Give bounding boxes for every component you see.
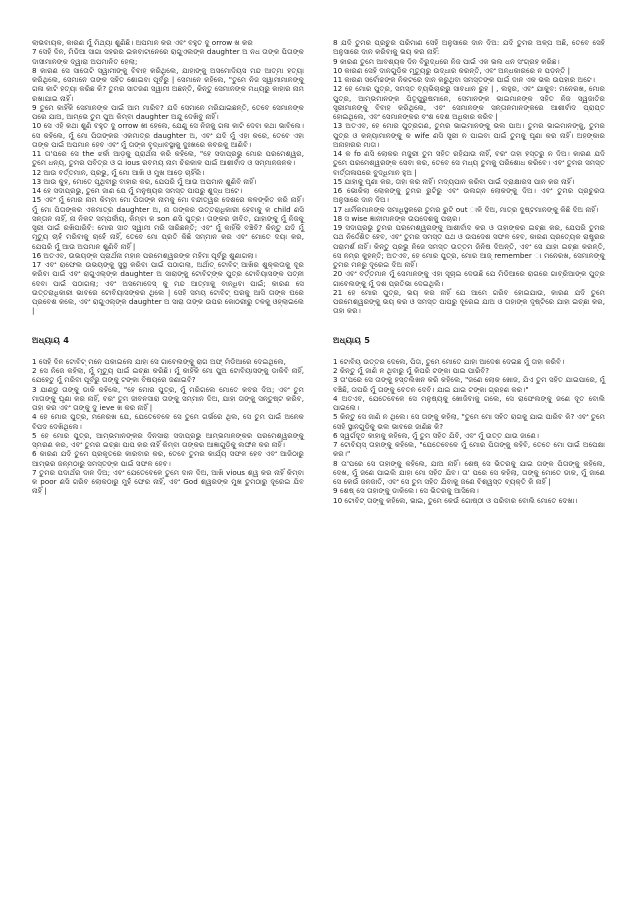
verse-paragraph: 7 ତୁମର ପଦାର୍ଥର ଦାନ ଦିଅ; ଏବଂ ଯେତେବେଳେ ତୁମେ ଦାନ ଦିଅ, ଆଖି vious ଶ୍ୱ କର ନାହିଁ କିମ୍ବା କ poor ଣସି ଗରିବ ଲୋକଠାରୁ ମୁହଁ ଫେର ନାହିଁ, ଏବଂ God ଶ୍ୱରଙ୍କ ମୁଖ ତୁମଠାରୁ ଦୂରେଇ ଯିବ ନାହିଁ | <box>32 467 304 496</box>
verse-paragraph: 9 ତୁମେ କାହିଁକି ସେମାନଙ୍କ ପାଇଁ ଆମ ମାରିବ? ଯଦି ସେମାନେ ମରିଯାଇଛନ୍ତି, ତେବେ ସେମାନଙ୍କ ପରେ ଯାଅ, ଆମ୍ଭେ ତୁମ ପୁଅ କିମ୍ବା daughter ଅନ୍ଦୁ ଦେଖିବୁ ନାହିଁ। <box>32 102 304 121</box>
verse-paragraph: 11 ତା'ପରେ ସେ the ଝର୍କା ଆଡ଼କୁ ପ୍ରାର୍ଥନା କରି କହିଲେ, "ହେ ସଦାପ୍ରଭୁ ମୋର ପରମେଶ୍ୱର, ତୁମେ ଧନ୍ୟ, ତୁମର ପବିତ୍ର ଓ ଗ ious ରବମୟ ନାମ ଚିରକାଳ ପାଇଁ ଆଶୀର୍ବାଦ ଓ ସମ୍ମାନଜନକ। <box>32 149 304 168</box>
verse-paragraph: 4 ହେ ମୋର ପୁତ୍ର, ମନେରଖ ଯେ, ଯେତେବେଳେ ସେ ତୁମେ ଗର୍ଭରେ ଥିଲ, ସେ ତୁମ ପାଇଁ ଅନେକ ବିପଦ ଦେଖିଥିଲେ। <box>32 412 304 431</box>
chapter-heading: ଅଧ୍ୟାୟ 4 <box>32 334 70 345</box>
verse-paragraph: 9 ଶେଷ୍ ସେ ତାହାଙ୍କୁ ଡାକିଲେ। ସେ ଭିତରକୁ ଆସିଲେ। <box>333 486 479 496</box>
verse-paragraph: 6 ସ୍ୱର୍ଗଦୂତ କାହାକୁ କହିଲେ, ମୁଁ ତୁମ ସହିତ ଯିବି, ଏବଂ ମୁଁ ଉତ୍ତ ଯାଉ ଜାଣେ। <box>333 430 540 440</box>
verse-paragraph: 10 ସେ ଏହି କଥା ଶୁଣି ବହୁତ ଦୁ orrow ଖୀ ହେଲେ, ଯେଣୁ ସେ ନିଜକୁ ଗଳା କାଟି ଦେବା କଥା ଭାବିଲେ। ସେ କହିଲେ, ମୁଁ ମୋ ପିତାଙ୍କର ଏକମାତ୍ର daughter ଅ, ଏବଂ ଯଦି ମୁଁ ଏହା କରେ, ତେବେ ଏହା ତାଙ୍କ ପାଇଁ ଅପମାନ ହେବ ଏବଂ ମୁଁ ତାଙ୍କ ବୃଦ୍ଧାବସ୍ଥାକୁ ଦୁଃଖରେ କବରକୁ ଆଣିବି। <box>32 121 304 149</box>
verse-paragraph: 8 ଯଦି ତୁମର ପ୍ରଚୁର ପରିମାଣ ସେହି ଅନୁସାରେ ଦାନ ଦିଅ: ଯଦି ତୁମର ଅଳ୍ପ ଅଛି, ତେବେ ସେହି ଅନୁସାରେ ଦାନ କରିବାକୁ ଭୟ କର ନାହିଁ: <box>333 38 605 57</box>
verse-paragraph: 15 ଏବଂ ମୁଁ ମୋର ନାମ କିମ୍ବା ମୋ ପିତାଙ୍କ ନାମକୁ ମୋ ବନ୍ଦୀତ୍ୱର ଦେଶରେ କଳଙ୍କିତ କରି ନାହିଁ। ମୁଁ ମୋ ପିତାଙ୍କର ଏକମାତ୍ର daughter ଅ, ନା ତାଙ୍କର ଉତ୍ତରାଧିକାରୀ ହେବାକୁ କ child ଣସି ସନ୍ତାନ ନାହିଁ, ନା ନିକଟ ସମ୍ପର୍କୀୟ, କିମ୍ବା କ son ଣସି ପୁତ୍ର। ତାଙ୍କର ଜୀବିତ, ଯାହାଙ୍କୁ ମୁଁ ନିଜକୁ ସ୍ତ୍ରୀ ପାଇଁ ରଖିପାରିବି: ମୋର ସାତ ସ୍ୱାମୀ ମରି ସାରିଛନ୍ତି; ଏବଂ ମୁଁ କାହିଁକି ବଞ୍ଚିବି? କିନ୍ତୁ ଯଦି ମୁଁ ମୃତ୍ୟୁ ଚାହଁ ମରିବାକୁ ଚାହେଁ ନାହିଁ, ତେବେ ମୋ ପ୍ରତି କିଛି ସମ୍ମାନ କର ଏବଂ ମୋତେ ଦୟା କର, ଯେପରି ମୁଁ ଆଉ ଅପମାନ ଶୁଣିବି ନାହିଁ | <box>32 195 304 251</box>
verse-paragraph: 3 ତା'ପରେ ସେ ତାଙ୍କୁ ହସ୍ତଲିଖନ କରି କହିଲେ, "ଜଣେ ଲୋକ ଖୋଜ, ଯିଏ ତୁମ ସହିତ ଯାଇପାରେ, ମୁଁ ବଞ୍ଚିଛି, ତାପରି ମୁଁ ତାଙ୍କୁ ବେତନ ଦେବି। ଯାଇ ଯାଇ ଟଙ୍କା ଗ୍ରହଣ କର।" <box>333 375 605 394</box>
verse-paragraph: 4 ଅତଏବ, ଯେତେବେଳେ ସେ ମନୁଷ୍ୟକୁ ଖୋଜିବାକୁ ଗଲେ, ସେ ରାଫେଲଙ୍କୁ ଜଣେ ଦୂତ ବୋଲି ପାଇଲେ। <box>333 393 605 412</box>
verse-paragraph: 7 ସେହି ଦିନ, ମିଡିଆ ସାଗା ସହରର ଇକବାଟାନେରେ ରାଗୁଏଲଙ୍କ daughter ଅ ନଧ ତାଙ୍କ ପିତାଙ୍କ ଦାସୀମାନଙ୍କ ଦ୍ୱାରା ଅପମାନିତ ହେଲା; <box>32 47 304 66</box>
chapter-heading: ଅଧ୍ୟାୟ 5 <box>333 334 371 345</box>
verse-paragraph: 8 କାରଣ ସେ ସାତୋଟି ସ୍ୱାମୀଙ୍କୁ ବିବାହ କରିଥିଲେ, ଯାହାଙ୍କୁ ଅସମୋଦିୟସ ମନ୍ଦ ଆତ୍ମା ହତ୍ୟା କରିଥିଲେ, ସେମାନେ ତାଙ୍କ ସହିତ ଶୋଇବା ପୂର୍ବରୁ | ସେମାନେ କହିଲେ, "ତୁମେ ନିଜ ସ୍ୱାମୀମାନଙ୍କୁ ଗଳା କାଟି ହତ୍ୟା କରିଛ କି? ତୁମର ସାତଜଣ ସ୍ୱାମୀ ଅଛନ୍ତି, କିନ୍ତୁ ସେମାନଙ୍କ ମଧ୍ୟରୁ କାହାର ନାମ ରଖାଯାଇ ନାହିଁ। <box>32 65 304 103</box>
verse-paragraph: 16 ଅତଏବ, ଉଭୟଙ୍କ ପ୍ରାର୍ଥନା ମହାନ ପରମେଶ୍ୱରଙ୍କ ମହିମା ପୂର୍ବରୁ ଶୁଣାଗଲା। <box>32 250 257 260</box>
verse-paragraph: 17 ଧାର୍ମିକମାନଙ୍କ ସମାଧିସ୍ଥଳରେ ତୁମର ରୁଟି out ାଳି ଦିଅ, ମାତ୍ର ଦୁଷ୍ଟମାନଙ୍କୁ କିଛି ଦିଅ ନାହିଁ। <box>333 204 599 214</box>
verse-paragraph: 10 କାରଣ ସେହି ଦାନଗୁଡ଼ିକ ମୃତ୍ୟୁରୁ ଉଦ୍ଧାର କରନ୍ତି, ଏବଂ ଅନ୍ଧକାରରେ ନ ପଡ଼ନ୍ତି | <box>333 65 571 75</box>
verse-paragraph: 14 କ fo ଣସି ଲୋକର ମଜୁରୀ ତୁମ ସହିତ ରହିଯାଉ ନାହିଁ, ବରଂ ତାହା ହସ୍ତରୁ ନ ଦିଅ। କାରଣ ଯଦି ତୁମେ ପରମେଶ୍ୱରଙ୍କ ସେବା କର, ତେବେ ସେ ମଧ୍ୟ ତୁମକୁ ପରିଶୋଧ କରିବେ। ଏବଂ ତୁମର ସମସ୍ତ ବାର୍ତ୍ତାଳାପରେ ବୁଦ୍ଧିମାନ ହୁଅ | <box>333 149 605 177</box>
verse-paragraph: 17 ଏବଂ ରାଫେଲ ଉଭୟଙ୍କୁ ସୁସ୍ଥ କରିବା ପାଇଁ ପଠାଗଲା, ଅର୍ଥାତ୍ ଟୋବିଟ୍ ଆଖିର ଶୁକ୍ଲତାକୁ ଦୂର କରିବା ପାଇଁ ଏବଂ ରାଗୁଏଲ୍ଙ୍କ daughter ଅ ସାରାଙ୍କୁ ଟୋବିଟ୍ଙ୍କ ପୁତ୍ର ଟୋବିୟାସଙ୍କ ପତ୍ନୀ ଦେବା ପାଇଁ ପଠାଗଲା; ଏବଂ ଅସମୋଦେସ୍ କୁ ମନ୍ଦ ଆତ୍ମାକୁ ବାନ୍ଧିବା ପାଇଁ; କାରଣ ସେ ଉତ୍ତରାଧିକାରୀ ଭାବରେ ଟୋବିୟାସଙ୍କର ଥିଲେ | ସେହି ସମୟ ଟୋବିଟ୍ ଘରକୁ ଆସି ତାଙ୍କ ଘରେ ପ୍ରବେଶ କଲେ, ଏବଂ ରାଗୁଏଲ୍ଙ୍କ daughter ଅ ସାରା ତାଙ୍କ ଉପର କୋଠରୀରୁ ତଳକୁ ଓହ୍ଲାଇଲେ | <box>32 260 304 316</box>
left-column <box>32 38 304 496</box>
verse-paragraph: 12 ହେ ମୋର ପୁତ୍ର, ସମସ୍ତ ବ୍ୟଭିଚାରରୁ ସାବଧାନ ରୁହ | , ଲହୁର, ଏବଂ ଯାକୁବ: ମନେରଖ, ମୋର ପୁତ୍ର, ଆମ୍ଭମାନଙ୍କ ପିତୃପୁରୁଷମାନେ, ସେମାନଙ୍କ ଭାଇମାନଙ୍କ ସହିତ ନିଜ ସ୍ୱଜାତିର ସ୍ତ୍ରୀମାନଙ୍କୁ ବିବାହ କରିଥିଲେ, ଏବଂ ସେମାନଙ୍କ ସନ୍ତାନମାନଙ୍କରେ ଆଶୀର୍ବାଦ ପ୍ରାପ୍ତ ହୋଇଥିଲେ, ଏବଂ ସେମାନଙ୍କର ବଂଶ ଦେଶ ଅଧିକାର କରିବ | <box>333 84 605 121</box>
verse-paragraph: 18 ସ wise ଜ୍ଞାନୀମାନଙ୍କ ଉପଦେଶକୁ ପଚାର। <box>333 213 461 223</box>
verse-paragraph: 14 ହେ ସଦାପ୍ରଭୁ, ତୁମେ ଜାଣ ଯେ ମୁଁ ମନୁଷ୍ୟର ସମସ୍ତ ପାପରୁ ଶୁଦ୍ଧ ଅଟେ। <box>32 186 243 195</box>
verse-paragraph: 7 ଟୋବିୟସ୍ ତାହାଙ୍କୁ କହିଲେ, "ଯେତେବେଳେ ମୁଁ ମୋର ପିତାଙ୍କୁ କହିବି, ତେତେ ମୋ ପାଇଁ ଅପେକ୍ଷା କର।" <box>333 440 605 459</box>
verse-paragraph: 12 ଆଉ ବର୍ତ୍ତମାନ, ପ୍ରଭୁ, ମୁଁ ମୋ ଆଖି ଓ ମୁଖ ଆଡ଼େ ଚାହିଁଲି। <box>32 167 205 177</box>
verse-paragraph: 8 ତା'ପରେ ସେ ତାହାଙ୍କୁ କହିଲେ, ଯାଅ ନାହିଁ। ଶେଷ୍ ସେ ଭିତରକୁ ଯାଇ ତାଙ୍କ ପିତାଙ୍କୁ କହିଲେ, ଦେଖ, ମୁଁ ଜଣେ ପାଇଲି ଯାହା ମୋ ସହିତ ଯିବ। ତା' ପରେ ସେ କହିଲା, ତାଙ୍କୁ ମୋତେ ଡାକ, ମୁଁ ଜାଣେ ସେ କେଉଁ ଜନଜାତି, ଏବଂ ସେ ତୁମ ସହିତ ଯିବାକୁ ଜଣେ ବିଶ୍ୱସ୍ତ ବ୍ୟକ୍ତି କି ନାହିଁ | <box>333 458 605 486</box>
right-column <box>333 38 605 505</box>
verse-paragraph: 20 ଏବଂ ବର୍ତ୍ତମାନ ମୁଁ ସେମାନଙ୍କୁ ଏହା ସୂଚାଇ ଦେଉଛି ଯେ ମିଡିଆରେ ରାଗରେ ଗାବ୍ରିଆଙ୍କ ପୁତ୍ର ଗାବେଲଙ୍କୁ ମୁଁ ଦଶ ପ୍ରତିଭା ଦେଇଥିଲି। <box>333 269 605 288</box>
verse-paragraph: ଲାଭବାୟକ, କାରଣ ମୁଁ ମିଥ୍ୟା ଶୁଣିଛି। ଅପମାନ କର ଏବଂ ବହୁତ ଦୁ orrow ଖ କର <box>32 38 253 47</box>
verse-paragraph: 11 କାରଣ ସର୍ବୋଚ୍ଚଙ୍କ ନିକଟରେ ଦାନ କରୁଥିବା ସମସ୍ତଙ୍କ ପାଇଁ ଦାନ ଏକ ଭଲ ଉପହାର ଅଟେ। <box>333 75 596 84</box>
verse-paragraph: 5 କିନ୍ତୁ ସେ ଜାଣି ନ ଥିଲେ। ସେ ତାଙ୍କୁ କହିଲା, "ତୁମେ ମୋ ସହିତ ରାଗକୁ ଯାଇ ପାରିବ କି? ଏବଂ ତୁମେ ସେହି ସ୍ଥାନଗୁଡ଼ିକୁ ଭଲ ଭାବରେ ଜାଣିଛ କି? <box>333 412 605 431</box>
verse-paragraph: 10 ଟୋବିଟ୍ ତାଙ୍କୁ କହିଲେ, ଭାଇ, ତୁମେ କେଉଁ ଗୋଷ୍ଠୀ ଓ ପରିବାର ବୋଲି ମୋତେ ଦେଖା। <box>333 495 578 505</box>
verse-paragraph: 15 ଯାହାକୁ ଘୃଣା କର, ତାହା କର ନାହିଁ। ମଦ୍ୟପାନ କରିବା ପାଇଁ ଦ୍ରାକ୍ଷାରସ ପାନ କର ନାହିଁ। <box>333 176 575 186</box>
verse-paragraph: 5 ହେ ମୋର ପୁତ୍ର, ଆମ୍ଭମାନଙ୍କର ଦିନସାରା ସଦାପ୍ରଭୁ ଆମ୍ଭମାନଙ୍କର ପରମେଶ୍ୱରଙ୍କୁ ସ୍ମରଣ କର, ଏବଂ ତୁମର ଇଚ୍ଛା ପାପ କର ନାହିଁ କିମ୍ବା ତାଙ୍କର ଆଜ୍ଞାଗୁଡ଼ିକୁ ଲଙ୍ଘନ କର ନାହିଁ। <box>32 430 304 449</box>
verse-paragraph: 1 ସେହି ଦିନ ଟୋବିଟ୍ ମନେ ପକାଇଲେ ଯାହା ସେ ଗାବେଲଙ୍କୁ ରାଗ ଅଫ୍ ମିଡିଆରେ ଦେଇଥିଲେ, <box>32 356 286 366</box>
verse-paragraph: 2 ସେ ନିଜେ କହିଲା, ମୁଁ ମୃତ୍ୟୁ ପାଇଁ ଇଚ୍ଛା କରିଛି। ମୁଁ କାହିଁକି ମୋ ପୁଅ ଟୋବିୟାସଙ୍କୁ ଡାକିବି ନାହିଁ, ଯେହେତୁ ମୁଁ ମରିବା ପୂର୍ବରୁ ତାଙ୍କୁ ଟଙ୍କା ବିଷୟରେ ଜଣାଇବି? <box>32 366 304 385</box>
verse-paragraph: 2 କିନ୍ତୁ ମୁଁ ଜାଣି ନ ଥିବାରୁ ମୁଁ କିପରି ଟଙ୍କା ପାଇ ପାରିବି? <box>333 366 490 375</box>
verse-paragraph: 13 ଅତଏବ, ହେ ମୋର ପୁତ୍ରଗଣ, ତୁମର ଭାଇମାନଙ୍କୁ ଭଲ ପାଅ। ତୁମର ଭାଇମାନଙ୍କୁ, ତୁମର ପୁତ୍ର ଓ କନ୍ୟାମାନଙ୍କୁ କ wife ଣସି ସ୍ତ୍ରୀ ନ ପାଇବା ପାଇଁ ତୁମକୁ ଘୃଣା କର ନାହିଁ। ଅହଙ୍କାର ଅନାହାରର ମାତା। <box>333 121 605 149</box>
verse-paragraph: 6 କାରଣ ଯଦି ତୁମେ ପ୍ରକୃତରେ କାରବାର କର, ତେବେ ତୁମର କାର୍ଯ୍ୟ ସଫଳ ହେବ ଏବଂ ଆଜିଠାରୁ ଆମ୍ଭର ଜନ୍ମଠାରୁ ସମସ୍ତଙ୍କ ପାଇଁ ସଫଳ ହେବ। <box>32 449 304 468</box>
verse-paragraph: 16 ଭୋକିଲା ଲୋକଙ୍କୁ ତୁମର ରୁଟିରୁ ଏବଂ ଉଲଗ୍ନ ଲୋକଙ୍କୁ ଦିଅ। ଏବଂ ତୁମର ପ୍ରଚୁରତା ଅନୁସାରେ ଦାନ ଦିଅ। <box>333 186 605 205</box>
verse-paragraph: 9 କାରଣ ତୁମେ ଆବଶ୍ୟକ ଦିନ ବିରୁଦ୍ଧରେ ନିଜ ପାଇଁ ଏକ ଭଲ ଧନ ସଂଗ୍ରହ କରିଛ। <box>333 56 560 66</box>
verse-paragraph: 1 ଟୋବିୟ ଉତ୍ତର ଦେଲେ, ପିତା, ତୁମେ ମୋତେ ଯାହା ଆଦେଶ ଦେଇଛ ମୁଁ ତାହା କରିବି। <box>333 356 565 366</box>
verse-paragraph: 13 ଆଉ କୁହ, ମୋତେ ପୃଥିବୀରୁ ବାହାର କର, ଯେପରି ମୁଁ ଆଉ ଅପମାନ ଶୁଣିବି ନାହିଁ। <box>32 176 257 186</box>
verse-paragraph: 3 ଯାଣ୍ଡୁ ତାଙ୍କୁ ଡାକି କହିଲେ, "ହେ ମୋର ପୁତ୍ର, ମୁଁ ମରିଗଲେ ମୋତେ କବର ଦିଅ; ଏବଂ ତୁମ ମାତାଙ୍କୁ ଘୃଣା କର ନାହିଁ, ବରଂ ତୁମ ଜୀବନସାରା ତାଙ୍କୁ ସମ୍ମାନ ଦିଅ, ଯାହା ତାଙ୍କୁ ସନ୍ତୁଷ୍ଟ କରିବ, ତାହା କର ଏବଂ ତାଙ୍କୁ ଦୁ ieve ଖ କର ନାହିଁ | <box>32 384 304 412</box>
verse-paragraph: 21 ହେ ମୋର ପୁତ୍ର, ଭୟ କର ନାହିଁ ଯେ ଆମେ ଗରିବ ହୋଇଯାଉ, କାରଣ ଯଦି ତୁମେ ପରମେଶ୍ୱରଙ୍କୁ ଭୟ କର ଓ ସମସ୍ତ ପାପରୁ ଦୂରେଇ ଯାଅ ଓ ତାହାଙ୍କ ଦୃଷ୍ଟିରେ ଯାହା ଇଚ୍ଛା କର, ତାହା କର। <box>333 287 605 316</box>
verse-paragraph: 19 ସଦାପ୍ରଭୁ ତୁମର ପରମେଶ୍ୱରଙ୍କୁ ଆଶୀର୍ବାଦ କର ଓ ତାହାଙ୍କର ଇଚ୍ଛା କର, ଯେପରି ତୁମର ପଥ ନିର୍ଦ୍ଦେଶିତ ହେବ, ଏବଂ ତୁମର ସମସ୍ତ ପଥ ଓ ଉପଦେଶ ସଫଳ ହେବ, କାରଣ ପ୍ରତ୍ୟେକ ରାଷ୍ଟ୍ରର ପରାମର୍ଶ ନାହିଁ। କିନ୍ତୁ ପ୍ରଭୁ ନିଜେ ସମସ୍ତ ଉତ୍ତମ ଜିନିଷ ଦିଅନ୍ତି, ଏବଂ ସେ ଯାହା ଇଚ୍ଛା କରନ୍ତି, ସେ ନମ୍ର କୁହନ୍ତି; ଅତଏବ, ହେ ମୋର ପୁତ୍ର, ମୋର ଆଜ୍ remember ା ମନେରଖ, ସେମାନଙ୍କୁ ତୁମର ମନରୁ ଦୂରେଇ ଦିଅ ନାହିଁ। <box>333 223 605 269</box>
